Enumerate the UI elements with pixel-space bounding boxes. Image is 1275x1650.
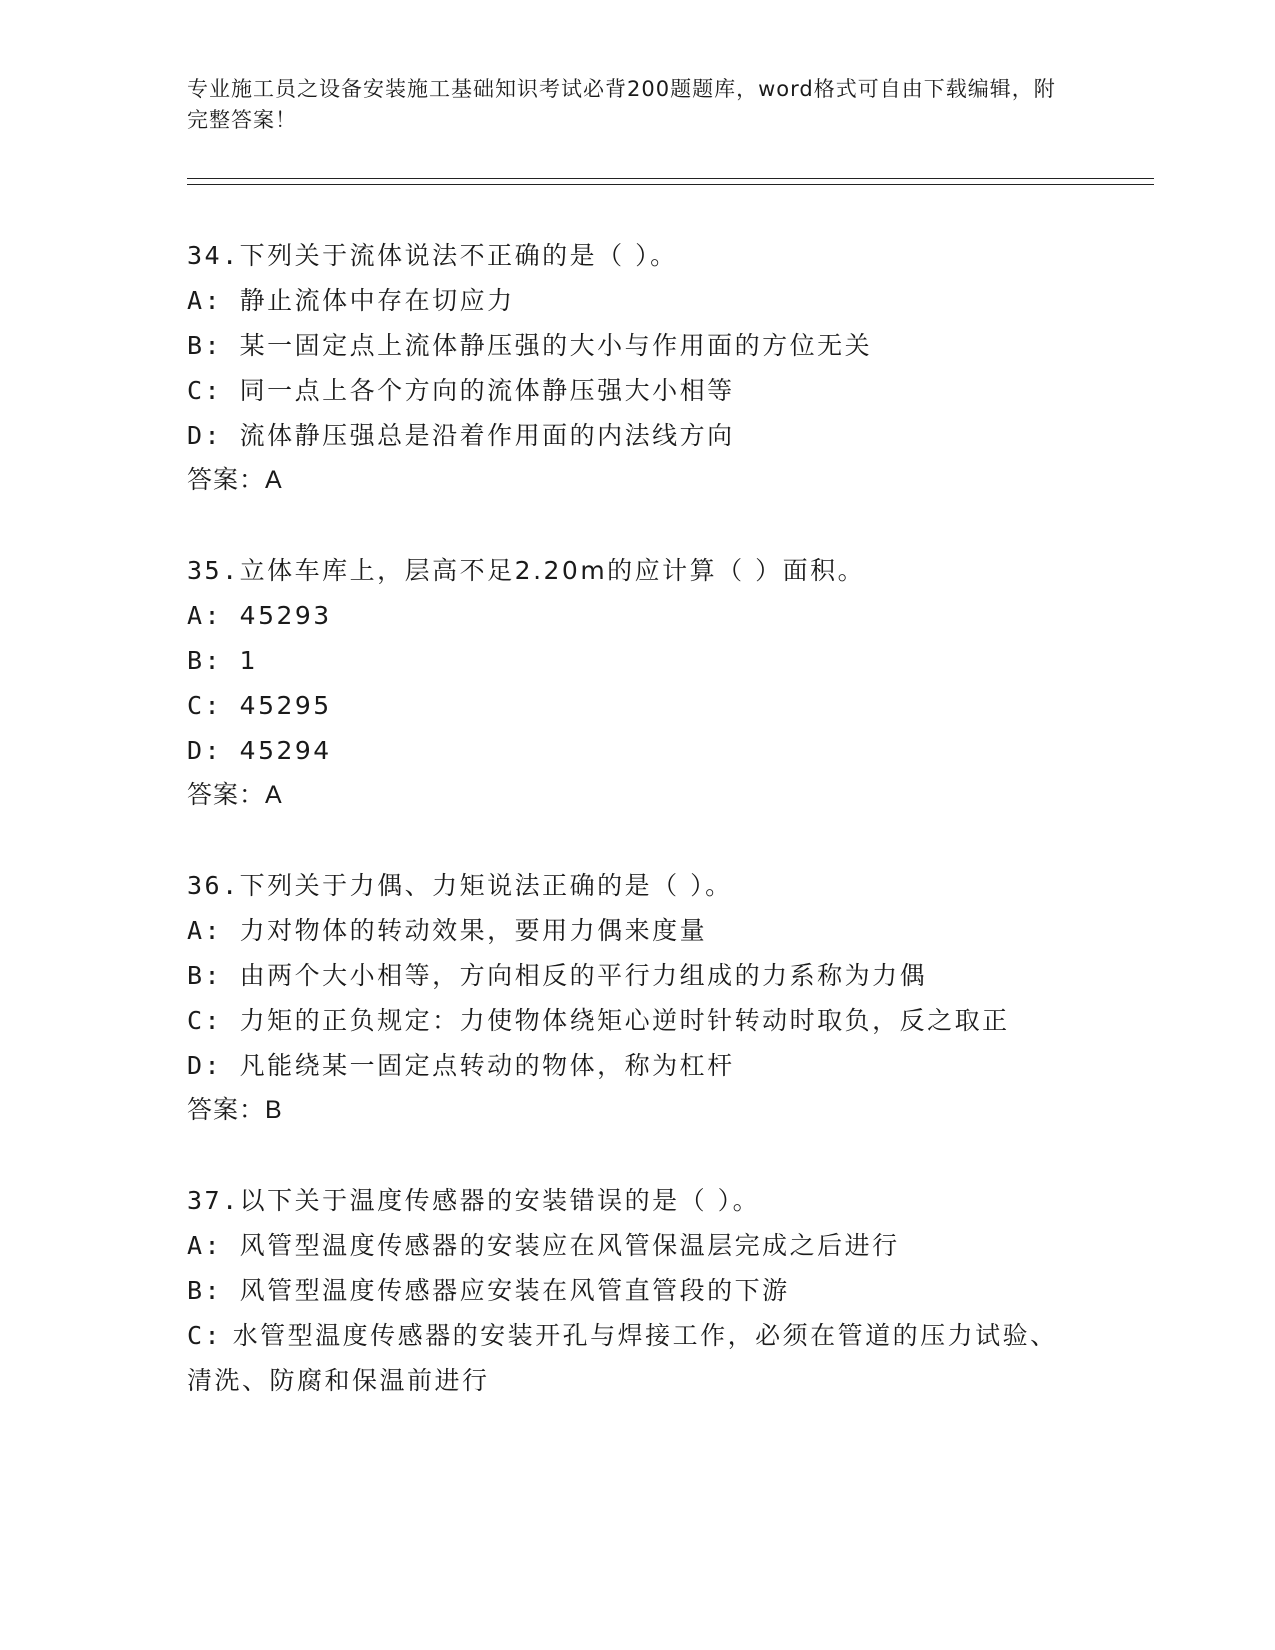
option-key: A: bbox=[187, 916, 223, 945]
option-d bbox=[187, 1043, 1087, 1088]
option-text: 45295 bbox=[239, 691, 332, 720]
question-number: 36. bbox=[187, 871, 240, 900]
option-key: B: bbox=[187, 646, 223, 675]
answer-label: 答案： bbox=[187, 1096, 266, 1124]
document-header: 专业施工员之设备安装施工基础知识考试必背200题题库，word格式可自由下载编辑，附完整答案！ bbox=[187, 77, 1056, 132]
option-key: C: bbox=[187, 691, 223, 720]
answer-label: 答案： bbox=[187, 466, 266, 494]
option-a bbox=[187, 908, 1087, 953]
answer-value: B bbox=[265, 1096, 283, 1124]
option-key: D: bbox=[187, 1051, 223, 1080]
option-text: 静止流体中存在切应力 bbox=[239, 286, 515, 315]
option-text: 同一点上各个方向的流体静压强大小相等 bbox=[239, 376, 735, 405]
option-text: 风管型温度传感器应安装在风管直管段的下游 bbox=[239, 1276, 790, 1305]
option-b bbox=[187, 323, 1087, 368]
question-number: 34. bbox=[187, 241, 240, 270]
header-divider bbox=[187, 178, 1154, 185]
option-text: 凡能绕某一固定点转动的物体，称为杠杆 bbox=[239, 1051, 735, 1080]
option-text: 力矩的正负规定：力使物体绕矩心逆时针转动时取负，反之取正 bbox=[239, 1006, 1010, 1035]
question-stem bbox=[187, 1178, 1087, 1223]
question-37 bbox=[187, 1178, 1087, 1403]
option-c bbox=[187, 368, 1087, 413]
option-text: 1 bbox=[239, 646, 259, 675]
option-text: 45294 bbox=[239, 736, 332, 765]
question-36 bbox=[187, 863, 1087, 1133]
question-stem bbox=[187, 863, 1087, 908]
option-key: A: bbox=[187, 286, 223, 315]
option-key: D: bbox=[187, 736, 223, 765]
option-key: D: bbox=[187, 421, 223, 450]
question-text: 立体车库上，层高不足2.20m的应计算（ ）面积。 bbox=[239, 556, 866, 585]
answer bbox=[187, 1088, 1087, 1133]
option-key: B: bbox=[187, 331, 223, 360]
question-stem bbox=[187, 548, 1087, 593]
option-b bbox=[187, 1268, 1087, 1313]
option-text: 由两个大小相等，方向相反的平行力组成的力系称为力偶 bbox=[239, 961, 928, 990]
option-key: A: bbox=[187, 1231, 223, 1260]
answer bbox=[187, 773, 1087, 818]
option-key: C: bbox=[187, 376, 223, 405]
option-key: B: bbox=[187, 1276, 223, 1305]
question-text: 下列关于流体说法不正确的是（ ）。 bbox=[239, 241, 678, 270]
option-c bbox=[187, 998, 1087, 1043]
option-a bbox=[187, 278, 1087, 323]
option-text: 45293 bbox=[239, 601, 332, 630]
option-d bbox=[187, 413, 1087, 458]
option-text: 风管型温度传感器的安装应在风管保温层完成之后进行 bbox=[239, 1231, 900, 1260]
answer-value: A bbox=[265, 466, 283, 494]
option-text: 力对物体的转动效果，要用力偶来度量 bbox=[239, 916, 708, 945]
question-number: 35. bbox=[187, 556, 240, 585]
answer-label: 答案： bbox=[187, 781, 266, 809]
question-35 bbox=[187, 548, 1087, 818]
option-a bbox=[187, 1223, 1087, 1268]
question-list bbox=[187, 233, 1087, 1448]
question-number: 37. bbox=[187, 1186, 240, 1215]
option-c bbox=[187, 1313, 1067, 1403]
option-b bbox=[187, 638, 1087, 683]
question-text: 下列关于力偶、力矩说法正确的是（ ）。 bbox=[239, 871, 733, 900]
question-34 bbox=[187, 233, 1087, 503]
option-text: 水管型温度传感器的安装开孔与焊接工作，必须在管道的压力试验、清洗、防腐和保温前进行 bbox=[187, 1321, 1058, 1395]
option-key: A: bbox=[187, 601, 223, 630]
answer bbox=[187, 458, 1087, 503]
option-text: 流体静压强总是沿着作用面的内法线方向 bbox=[239, 421, 735, 450]
option-key: B: bbox=[187, 961, 223, 990]
option-key: C: bbox=[187, 1006, 223, 1035]
option-a bbox=[187, 593, 1087, 638]
answer-value: A bbox=[265, 781, 283, 809]
question-stem bbox=[187, 233, 1087, 278]
option-text: 某一固定点上流体静压强的大小与作用面的方位无关 bbox=[239, 331, 873, 360]
option-c bbox=[187, 683, 1087, 728]
question-text: 以下关于温度传感器的安装错误的是（ ）。 bbox=[239, 1186, 761, 1215]
option-d bbox=[187, 728, 1087, 773]
option-b bbox=[187, 953, 1087, 998]
option-key: C: bbox=[187, 1321, 223, 1350]
